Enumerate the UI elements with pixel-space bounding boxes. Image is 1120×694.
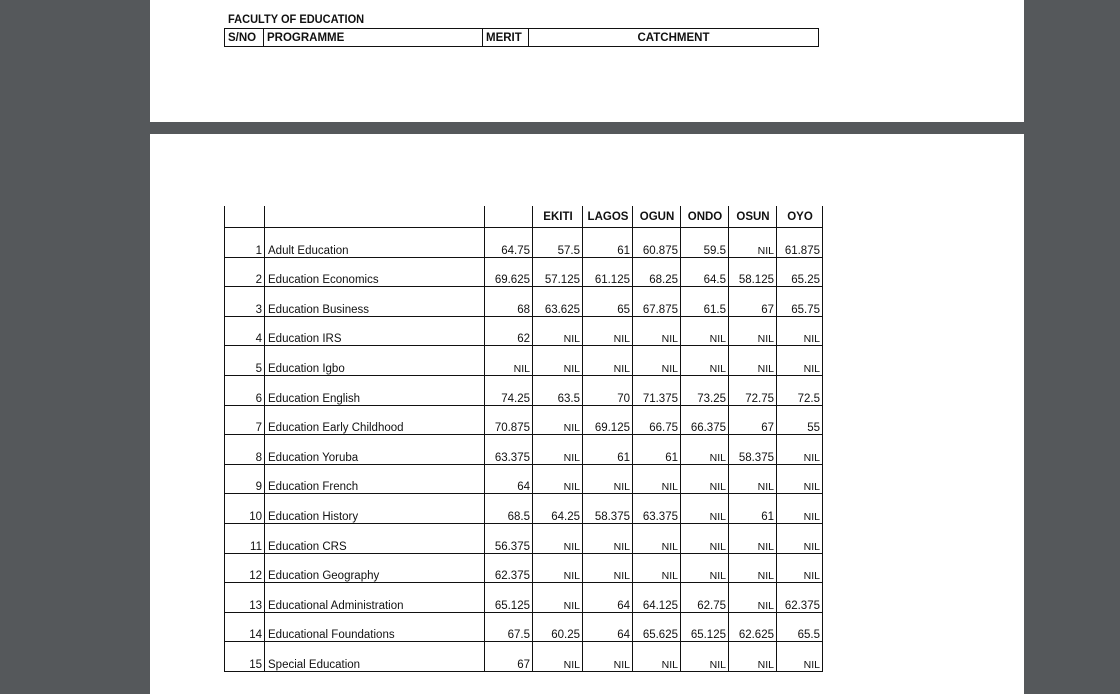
cell-ondo: NIL [681,553,729,583]
cell-merit: 68.5 [485,494,533,524]
cell-ogun: 64.125 [633,583,681,613]
table-row [225,346,823,376]
cell-ondo: 61.5 [681,287,729,317]
cell-lagos: NIL [583,642,633,672]
table-row [225,405,823,435]
cell-ogun: NIL [633,464,681,494]
cell-programme: Education French [265,464,485,494]
cell-osun: NIL [729,464,777,494]
table-row [225,642,823,672]
state-header-oyo: OYO [777,206,823,228]
cell-programme: Adult Education [265,228,485,258]
cell-ekiti: NIL [533,464,583,494]
cell-ekiti: NIL [533,346,583,376]
cell-osun: NIL [729,316,777,346]
cell-oyo: NIL [777,494,823,524]
cell-osun: 62.625 [729,612,777,642]
cell-lagos: 61 [583,228,633,258]
cell-osun: 58.375 [729,435,777,465]
cell-ondo: 73.25 [681,375,729,405]
cell-sno: 1 [225,228,265,258]
cell-programme: Educational Foundations [265,612,485,642]
cell-ogun: NIL [633,346,681,376]
cell-ogun: 65.625 [633,612,681,642]
cell-oyo: NIL [777,346,823,376]
cell-osun: 67 [729,405,777,435]
cell-sno: 10 [225,494,265,524]
cell-ogun: 67.875 [633,287,681,317]
cell-ekiti: NIL [533,523,583,553]
cell-ondo: 59.5 [681,228,729,258]
cell-ondo: 62.75 [681,583,729,613]
cell-ogun: 71.375 [633,375,681,405]
state-header-ogun: OGUN [633,206,681,228]
cell-merit: 56.375 [485,523,533,553]
cell-merit: 62 [485,316,533,346]
cell-ogun: 60.875 [633,228,681,258]
cell-lagos: 61.125 [583,257,633,287]
cell-lagos: 64 [583,612,633,642]
table-row [225,228,823,258]
cell-ondo: NIL [681,523,729,553]
cell-ogun: NIL [633,642,681,672]
table-row [225,523,823,553]
cell-programme: Education Yoruba [265,435,485,465]
cell-oyo: 72.5 [777,375,823,405]
cell-ekiti: 64.25 [533,494,583,524]
cell-sno: 2 [225,257,265,287]
cell-merit: 74.25 [485,375,533,405]
cell-lagos: NIL [583,346,633,376]
cell-merit: 65.125 [485,583,533,613]
cell-programme: Education CRS [265,523,485,553]
cell-programme: Education History [265,494,485,524]
cell-lagos: NIL [583,316,633,346]
cell-oyo: 55 [777,405,823,435]
cell-merit: 70.875 [485,405,533,435]
cell-oyo: NIL [777,523,823,553]
cell-osun: NIL [729,523,777,553]
cell-programme: Education English [265,375,485,405]
cell-lagos: NIL [583,553,633,583]
cell-ondo: NIL [681,346,729,376]
cell-sno: 14 [225,612,265,642]
table-row [225,553,823,583]
cell-oyo: NIL [777,464,823,494]
cell-programme: Education Early Childhood [265,405,485,435]
cell-sno: 12 [225,553,265,583]
cell-ekiti: NIL [533,583,583,613]
cell-ogun: 68.25 [633,257,681,287]
cell-sno: 15 [225,642,265,672]
table-row [225,287,823,317]
state-header-row [225,206,823,228]
cell-programme: Special Education [265,642,485,672]
table-row [225,375,823,405]
cell-osun: NIL [729,553,777,583]
cell-ekiti: 63.5 [533,375,583,405]
cell-sno: 5 [225,346,265,376]
cell-oyo: NIL [777,642,823,672]
cell-merit: 64.75 [485,228,533,258]
cell-ondo: NIL [681,435,729,465]
sno-header: S/NO [225,29,264,47]
cell-osun: 58.125 [729,257,777,287]
cell-sno: 3 [225,287,265,317]
cell-oyo: NIL [777,316,823,346]
blank-header-cell [225,206,265,228]
blank-header-cell [265,206,485,228]
state-header-lagos: LAGOS [583,206,633,228]
pdf-page-1 [150,0,1024,122]
cell-oyo: NIL [777,435,823,465]
cell-ondo: 65.125 [681,612,729,642]
cell-programme: Education Economics [265,257,485,287]
cell-osun: NIL [729,228,777,258]
cell-ekiti: NIL [533,553,583,583]
cell-sno: 9 [225,464,265,494]
cell-oyo: 62.375 [777,583,823,613]
blank-header-cell [485,206,533,228]
cell-programme: Education IRS [265,316,485,346]
cell-ogun: 63.375 [633,494,681,524]
cell-osun: NIL [729,583,777,613]
cell-osun: NIL [729,346,777,376]
cell-sno: 13 [225,583,265,613]
cell-programme: Education Geography [265,553,485,583]
cell-ondo: NIL [681,494,729,524]
cell-ekiti: NIL [533,642,583,672]
cell-lagos: NIL [583,464,633,494]
programme-header-table [224,28,819,47]
cell-oyo: 65.75 [777,287,823,317]
cell-sno: 6 [225,375,265,405]
cell-programme: Education Business [265,287,485,317]
faculty-title: FACULTY OF EDUCATION [228,12,365,26]
catchment-header: CATCHMENT [529,29,819,47]
cell-merit: 64 [485,464,533,494]
table-row [225,494,823,524]
cell-merit: 67.5 [485,612,533,642]
cell-ekiti: 60.25 [533,612,583,642]
cell-osun: 61 [729,494,777,524]
cell-oyo: 65.5 [777,612,823,642]
cell-lagos: 61 [583,435,633,465]
cell-osun: 67 [729,287,777,317]
cell-sno: 7 [225,405,265,435]
cell-ogun: NIL [633,316,681,346]
cell-ogun: 61 [633,435,681,465]
pdf-page-2 [150,134,1024,694]
cell-lagos: 64 [583,583,633,613]
cell-merit: 67 [485,642,533,672]
table-row [225,612,823,642]
cell-ogun: NIL [633,523,681,553]
cell-ogun: NIL [633,553,681,583]
cell-lagos: 69.125 [583,405,633,435]
cell-sno: 8 [225,435,265,465]
table-row [225,316,823,346]
cell-ondo: NIL [681,316,729,346]
cell-merit: 62.375 [485,553,533,583]
cell-merit: 63.375 [485,435,533,465]
cell-oyo: 61.875 [777,228,823,258]
cell-lagos: 70 [583,375,633,405]
cell-oyo: NIL [777,553,823,583]
cell-merit: NIL [485,346,533,376]
cell-programme: Education Igbo [265,346,485,376]
cell-osun: NIL [729,642,777,672]
merit-header: MERIT [483,29,529,47]
cell-lagos: NIL [583,523,633,553]
cell-lagos: 58.375 [583,494,633,524]
cell-merit: 69.625 [485,257,533,287]
cutoff-marks-table [224,206,823,672]
cell-ogun: 66.75 [633,405,681,435]
cell-ekiti: NIL [533,435,583,465]
cell-lagos: 65 [583,287,633,317]
cell-ondo: NIL [681,642,729,672]
table-row [225,435,823,465]
cell-programme: Educational Administration [265,583,485,613]
cell-ekiti: NIL [533,405,583,435]
table-row [225,464,823,494]
cell-ondo: 66.375 [681,405,729,435]
cell-ondo: NIL [681,464,729,494]
cell-sno: 4 [225,316,265,346]
cell-ekiti: 63.625 [533,287,583,317]
cell-oyo: 65.25 [777,257,823,287]
table-row [225,257,823,287]
table-row [225,583,823,613]
cell-ekiti: 57.125 [533,257,583,287]
programme-header: PROGRAMME [264,29,483,47]
cell-sno: 11 [225,523,265,553]
cell-merit: 68 [485,287,533,317]
cell-ekiti: 57.5 [533,228,583,258]
cell-ondo: 64.5 [681,257,729,287]
cell-osun: 72.75 [729,375,777,405]
state-header-osun: OSUN [729,206,777,228]
state-header-ekiti: EKITI [533,206,583,228]
cell-ekiti: NIL [533,316,583,346]
state-header-ondo: ONDO [681,206,729,228]
